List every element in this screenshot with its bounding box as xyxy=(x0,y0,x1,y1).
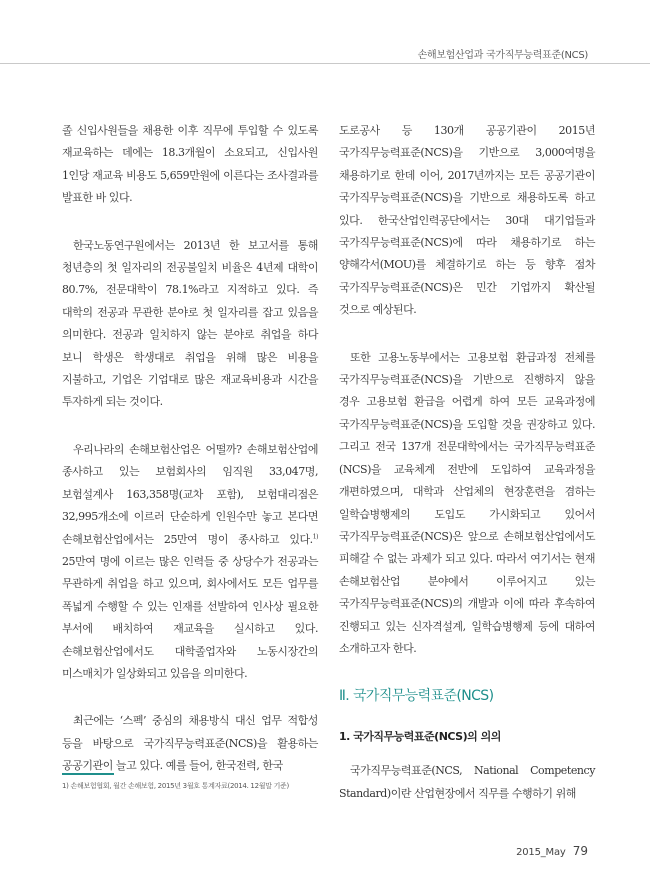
left-paragraph-4: 최근에는 ‘스펙’ 중심의 채용방식 대신 업무 적합성 등을 바탕으로 국가직무능력표준(NCS)을 활용하는 공공기관이 늘고 있다. 예를 들어, 한국전력, 한국 xyxy=(62,714,318,773)
right-paragraph-1: 도로공사 등 130개 공공기관이 2015년 국가직무능력표준(NCS)을 기반으로 3,000여명을 채용하기로 한데 이어, 2017년까지는 모든 공공기관이 국가직무능력표준(NCS)을 기반으로 채용하도록 하고 있다. 한국산업인력공단에서는 30대 대기업들과 국가직무능력표준(NCS)에 따라 채용하기로 하는 양해각서(MOU)를 체결하기로 하는 등 향후 점차 국가직무능력표준(NCS)은 민간 기업까지 확산될 것으로 예상된다. xyxy=(339,124,595,317)
left-paragraph-3-text: 우리나라의 손해보험산업은 어떨까? 손해보험산업에 종사하고 있는 보험회사의 임직원 33,047명, 보험설계사 163,358명(교차 포함), 보험대리점은 32,995개소에 이르러 단순하게 인원수만 놓고 본다면 손해보험산업에서는 25만여 명이 종사하고 있다. xyxy=(62,442,318,546)
right-paragraph-3: 국가직무능력표준(NCS, National Competency Standard)이란 산업현장에서 직무를 수행하기 위해 xyxy=(339,764,595,800)
sub-heading: 1. 국가직무능력표준(NCS)의 의의 xyxy=(339,730,501,744)
footnote-marker: 1) xyxy=(312,532,318,540)
left-paragraph-1: 졸 신입사원들을 채용한 이후 직무에 투입할 수 있도록 재교육하는 데에는 18.3개월이 소요되고, 신입사원 1인당 재교육 비용도 5,659만원에 이른다는 조사결과를 발표한 바 있다. xyxy=(62,124,318,205)
page-footer xyxy=(516,840,588,859)
issue-label: 2015_May xyxy=(516,847,566,858)
left-paragraph-3-continuation: 25만여 명에 이르는 많은 인력들 중 상당수가 전공과는 무관하게 취업을 하고 있으며, 회사에서도 모든 업무를 폭넓게 수행할 수 있는 인재를 선발하여 인사상 필요한 부서에 배치하여 재교육을 실시하고 있다. 손해보험산업에서도 대학졸업자와 노동시장간의 미스매치가 일상화되고 있음을 의미한다. xyxy=(62,554,318,680)
running-header: 손해보험산업과 국가직무능력표준(NCS) xyxy=(417,50,588,61)
left-paragraph-2: 한국노동연구원에서는 2013년 한 보고서를 통해 청년층의 첫 일자리의 전공불일치 비율은 4년제 대학이 80.7%, 전문대학이 78.1%라고 지적하고 있다. 즉 대학의 전공과 무관한 분야로 첫 일자리를 잡고 있음을 의미한다. 전공과 일치하지 않는 분야로 취업을 하다 보니 학생은 학생대로 취업을 위해 많은 비용을 지불하고, 기업은 기업대로 많은 재교육비용과 시간을 투자하게 되는 것이다. xyxy=(62,238,318,409)
left-paragraph-3 xyxy=(62,439,318,685)
footnote: 1) 손해보험협회, 월간 손해보험, 2015년 3월호 통계자료(2014. 12월말 기준) xyxy=(62,782,289,790)
footnote-divider xyxy=(62,773,114,775)
left-column xyxy=(62,120,318,778)
section-heading: Ⅱ. 국가직무능력표준(NCS) xyxy=(339,688,494,705)
right-paragraph-2: 또한 고용노동부에서는 고용보험 환급과정 전체를 국가직무능력표준(NCS)을 기반으로 진행하지 않을 경우 고용보험 환급을 어렵게 하여 모든 교육과정에 국가직무능력표준(NCS)을 도입할 것을 권장하고 있다. 그리고 전국 137개 전문대학에서는 국가직무능력표준(NCS)을 교육체계 전반에 도입하여 교육과정을 개편하였으며, 대학과 산업체의 현장훈련을 겸하는 일학습병행제의 도입도 가시화되고 있어서 국가직무능력표준(NCS)은 앞으로 손해보험산업에서도 피해갈 수 없는 과제가 되고 있다. 따라서 여기서는 현재 손해보험산업 분야에서 이루어지고 있는 국가직무능력표준(NCS)의 개발과 이에 따라 후속하여 진행되고 있는 신자격설계, 일학습병행제 등에 대하여 소개하고자 한다. xyxy=(339,350,595,655)
header-divider xyxy=(0,63,650,64)
right-column xyxy=(339,120,595,805)
page-number: 79 xyxy=(572,844,588,858)
